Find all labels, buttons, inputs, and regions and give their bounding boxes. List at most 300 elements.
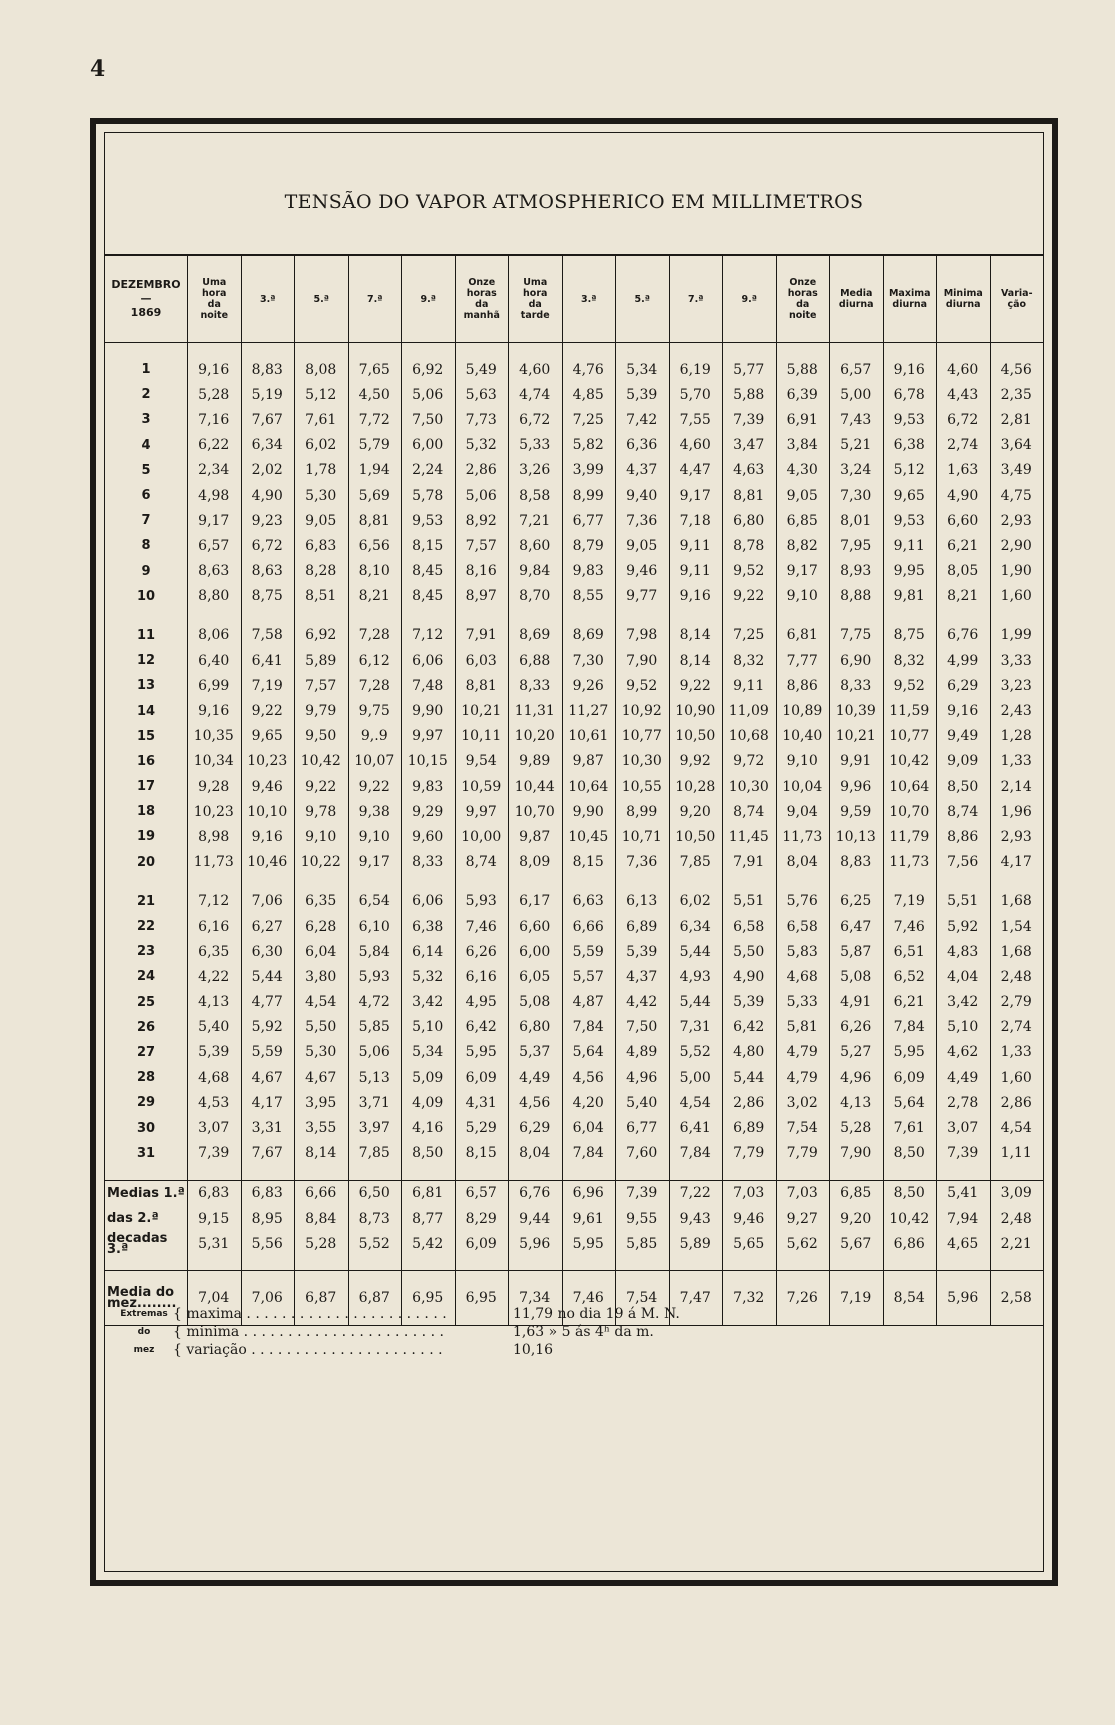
row-label: 24 (136, 969, 156, 985)
table-cell: 10,13 (835, 828, 876, 845)
table-cell: 9,05 (305, 512, 337, 529)
table-cell: 4,90 (947, 487, 979, 504)
table-cell: 6,12 (358, 652, 390, 669)
header-month: DEZEMBRO — 1869 (111, 278, 181, 319)
table-cell: 9,40 (626, 487, 658, 504)
table-cell: 6,76 (947, 627, 979, 644)
table-cell: 7,25 (733, 627, 765, 644)
table-cell: 10,89 (782, 703, 823, 720)
table-cell: 6,76 (519, 1185, 551, 1202)
table-cell: 5,93 (358, 968, 390, 985)
table-cell: 8,73 (358, 1210, 390, 1227)
table-cell: 8,50 (412, 1145, 444, 1162)
table-cell: 4,63 (733, 462, 765, 479)
table-cell: 8,04 (786, 854, 818, 871)
table-cell: 4,60 (519, 361, 551, 378)
table-cell: 5,39 (626, 943, 658, 960)
table-cell: 3,33 (1000, 652, 1032, 669)
table-cell: 10,64 (889, 778, 930, 795)
table-cell: 5,95 (572, 1235, 604, 1252)
table-cell: 6,89 (626, 918, 658, 935)
table-row (105, 623, 1043, 648)
row-label: 2 (141, 387, 151, 403)
table-cell: 9,22 (733, 588, 765, 605)
decade-label: Medias 1.ª (107, 1185, 185, 1201)
table-cell: 4,50 (358, 386, 390, 403)
table-cell: 2,02 (251, 462, 283, 479)
table-row (105, 1115, 1043, 1140)
table-cell: 6,35 (198, 943, 230, 960)
extreme-key: { maxima . . . . . . . . . . . . . . . . . . . . . . . (173, 1306, 447, 1322)
table-cell: 8,69 (572, 627, 604, 644)
table-cell: 5,92 (947, 918, 979, 935)
table-cell: 5,84 (358, 943, 390, 960)
table-cell: 9,22 (679, 677, 711, 694)
table-cell: 7,43 (840, 411, 872, 428)
table-cell: 7,36 (626, 512, 658, 529)
table-cell: 9,46 (251, 778, 283, 795)
table-cell: 4,60 (947, 361, 979, 378)
table-cell: 4,54 (305, 994, 337, 1011)
table-cell: 10,50 (675, 828, 716, 845)
table-cell: 4,93 (679, 968, 711, 985)
table-cell: 8,95 (251, 1210, 283, 1227)
table-cell: 9,11 (893, 537, 925, 554)
table-cell: 8,45 (412, 588, 444, 605)
table-cell: 7,12 (198, 893, 230, 910)
spacer (105, 875, 1043, 889)
table-cell: 7,16 (198, 411, 230, 428)
table-cell: 10,68 (728, 728, 769, 745)
table-cell: 5,88 (733, 386, 765, 403)
table-cell: 9,22 (251, 703, 283, 720)
table-cell: 7,77 (786, 652, 818, 669)
table-cell: 5,06 (465, 487, 497, 504)
extremes-label: do (137, 1327, 151, 1337)
table-cell: 4,60 (679, 437, 711, 454)
table-cell: 5,49 (465, 361, 497, 378)
table-cell: 5,30 (305, 1044, 337, 1061)
table-cell: 9,77 (626, 588, 658, 605)
table-cell: 1,60 (1000, 1069, 1032, 1086)
table-cell: 9,79 (305, 703, 337, 720)
table-cell: 8,80 (198, 588, 230, 605)
table-cell: 8,33 (840, 677, 872, 694)
table-cell: 7,91 (733, 854, 765, 871)
table-row (105, 889, 1043, 914)
table-cell: 8,75 (893, 627, 925, 644)
table-row (105, 483, 1043, 508)
table-cell: 7,47 (679, 1289, 711, 1306)
table-cell: 5,33 (786, 994, 818, 1011)
table-cell: 7,18 (679, 512, 711, 529)
table-cell: 8,63 (198, 563, 230, 580)
extremes-label: mez (133, 1345, 155, 1355)
table-cell: 8,32 (893, 652, 925, 669)
table-cell: 7,48 (412, 677, 444, 694)
table-cell: 4,75 (1000, 487, 1032, 504)
row-label: 21 (136, 893, 156, 909)
table-cell: 5,44 (733, 1069, 765, 1086)
table-cell: 3,47 (733, 437, 765, 454)
table-cell: 2,14 (1000, 778, 1032, 795)
table-cell: 5,39 (626, 386, 658, 403)
table-cell: 4,37 (626, 462, 658, 479)
table-cell: 3,31 (251, 1120, 283, 1137)
table-cell: 10,20 (514, 728, 555, 745)
table-cell: 5,51 (733, 893, 765, 910)
decade-row (105, 1181, 1043, 1206)
table-cell: 7,12 (412, 627, 444, 644)
table-cell: 7,21 (519, 512, 551, 529)
table-cell: 7,73 (465, 411, 497, 428)
row-label: 9 (141, 563, 151, 579)
header-cell: 3.ª (241, 256, 295, 342)
table-cell: 4,56 (519, 1094, 551, 1111)
table-cell: 5,93 (465, 893, 497, 910)
spacer (105, 1166, 1043, 1180)
table-cell: 8,78 (733, 537, 765, 554)
table-cell: 10,28 (675, 778, 716, 795)
table-cell: 6,86 (893, 1235, 925, 1252)
table-cell: 9,05 (626, 537, 658, 554)
table-cell: 8,15 (465, 1145, 497, 1162)
table-cell: 10,00 (461, 828, 502, 845)
table-cell: 7,28 (358, 677, 390, 694)
table-cell: 3,02 (786, 1094, 818, 1111)
table-cell: 6,00 (519, 943, 551, 960)
table-cell: 2,78 (947, 1094, 979, 1111)
row-label: 26 (136, 1019, 156, 1035)
table-cell: 8,97 (465, 588, 497, 605)
table-cell: 3,97 (358, 1120, 390, 1137)
table-cell: 5,89 (679, 1235, 711, 1252)
table-cell: 6,17 (519, 893, 551, 910)
table-cell: 10,04 (782, 778, 823, 795)
table-cell: 6,91 (786, 411, 818, 428)
table-cell: 3,24 (840, 462, 872, 479)
table-cell: 7,06 (251, 1289, 283, 1306)
table-cell: 9,81 (893, 588, 925, 605)
table-cell: 5,08 (519, 994, 551, 1011)
table-cell: 5,32 (412, 968, 444, 985)
table-cell: 6,95 (465, 1289, 497, 1306)
row-label: 20 (136, 854, 156, 870)
table-cell: 1,99 (1000, 627, 1032, 644)
table-cell: 7,30 (572, 652, 604, 669)
table-cell: 6,30 (251, 943, 283, 960)
table-cell: 2,90 (1000, 537, 1032, 554)
table-cell: 10,44 (514, 778, 555, 795)
table-cell: 7,46 (572, 1289, 604, 1306)
table-cell: 7,31 (679, 1019, 711, 1036)
table-cell: 7,90 (840, 1145, 872, 1162)
table-cell: 5,79 (358, 437, 390, 454)
table-cell: 11,79 (889, 828, 930, 845)
page-number: 4 (90, 56, 106, 82)
table-cell: 5,96 (519, 1235, 551, 1252)
table-cell: 6,41 (251, 652, 283, 669)
table-cell: 9,89 (519, 753, 551, 770)
table-cell: 10,77 (621, 728, 662, 745)
table-cell: 5,59 (251, 1044, 283, 1061)
table-cell: 6,16 (198, 918, 230, 935)
table-cell: 9,09 (947, 753, 979, 770)
table-row (105, 433, 1043, 458)
table-row (105, 824, 1043, 849)
table-cell: 5,69 (358, 487, 390, 504)
table-cell: 6,34 (679, 918, 711, 935)
table-cell: 6,87 (305, 1289, 337, 1306)
table-cell: 11,09 (728, 703, 769, 720)
table-cell: 6,78 (893, 386, 925, 403)
table-header (105, 256, 1043, 343)
table-cell: 2,79 (1000, 994, 1032, 1011)
table-cell: 5,39 (733, 994, 765, 1011)
extreme-value: 10,16 (513, 1342, 554, 1358)
table-cell: 1,90 (1000, 563, 1032, 580)
table-cell: 4,87 (572, 994, 604, 1011)
table-cell: 4,53 (198, 1094, 230, 1111)
table-cell: 9,26 (572, 677, 604, 694)
table-cell: 9,17 (198, 512, 230, 529)
table-cell: 6,29 (947, 677, 979, 694)
table-cell: 5,42 (412, 1235, 444, 1252)
table-cell: 7,90 (626, 652, 658, 669)
table-cell: 5,10 (947, 1019, 979, 1036)
table-cell: 5,39 (198, 1044, 230, 1061)
table-cell: 6,56 (358, 537, 390, 554)
table-cell: 4,95 (465, 994, 497, 1011)
table-cell: 4,54 (1000, 1120, 1032, 1137)
table-cell: 6,58 (733, 918, 765, 935)
table-cell: 5,12 (893, 462, 925, 479)
table-cell: 9,83 (572, 563, 604, 580)
table-cell: 7,36 (626, 854, 658, 871)
header-cell: Maxima diurna (883, 256, 937, 342)
table-cell: 5,27 (840, 1044, 872, 1061)
table-cell: 9,16 (679, 588, 711, 605)
table-cell: 6,57 (840, 361, 872, 378)
table-cell: 8,74 (947, 803, 979, 820)
page-title: TENSÃO DO VAPOR ATMOSPHERICO EM MILLIMETROS (284, 191, 864, 213)
table-cell: 7,79 (733, 1145, 765, 1162)
table-cell: 8,98 (198, 828, 230, 845)
table-cell: 8,99 (572, 487, 604, 504)
table-cell: 7,61 (305, 411, 337, 428)
table-cell: 8,21 (358, 588, 390, 605)
table-cell: 8,81 (358, 512, 390, 529)
table-cell: 6,21 (947, 537, 979, 554)
table-cell: 2,93 (1000, 512, 1032, 529)
table-cell: 8,99 (626, 803, 658, 820)
table-cell: 10,59 (461, 778, 502, 795)
table-cell: 6,19 (679, 361, 711, 378)
table-cell: 6,57 (198, 537, 230, 554)
table-cell: 4,76 (572, 361, 604, 378)
table-cell: 5,88 (786, 361, 818, 378)
table-cell: 6,54 (358, 893, 390, 910)
table-cell: 5,51 (947, 893, 979, 910)
table-cell: 4,17 (1000, 854, 1032, 871)
table-cell: 3,26 (519, 462, 551, 479)
table-cell: 1,28 (1000, 728, 1032, 745)
extreme-row (115, 1305, 733, 1323)
table-cell: 8,21 (947, 588, 979, 605)
table-cell: 6,02 (305, 437, 337, 454)
table-cell: 10,42 (889, 1210, 930, 1227)
table-cell: 4,96 (840, 1069, 872, 1086)
table-cell: 6,09 (465, 1235, 497, 1252)
table-cell: 3,07 (947, 1120, 979, 1137)
table-cell: 6,39 (786, 386, 818, 403)
table-cell: 8,15 (412, 537, 444, 554)
row-label: 1 (141, 362, 151, 378)
table-cell: 9,.9 (360, 728, 388, 745)
table-cell: 8,10 (358, 563, 390, 580)
table-cell: 6,38 (893, 437, 925, 454)
table-cell: 6,77 (572, 512, 604, 529)
table-cell: 9,55 (626, 1210, 658, 1227)
table-cell: 9,97 (412, 728, 444, 745)
table-cell: 8,70 (519, 588, 551, 605)
table-cell: 10,30 (621, 753, 662, 770)
table-cell: 8,69 (519, 627, 551, 644)
table-cell: 6,04 (572, 1120, 604, 1137)
table-cell: 8,81 (733, 487, 765, 504)
table-cell: 5,44 (251, 968, 283, 985)
table-cell: 1,68 (1000, 943, 1032, 960)
table-cell: 9,49 (947, 728, 979, 745)
table-cell: 6,85 (786, 512, 818, 529)
table-cell: 1,63 (947, 462, 979, 479)
table-cell: 9,53 (893, 512, 925, 529)
table-cell: 6,38 (412, 918, 444, 935)
table-cell: 9,52 (626, 677, 658, 694)
table-cell: 10,23 (247, 753, 288, 770)
table-cell: 3,64 (1000, 437, 1032, 454)
table-cell: 6,81 (412, 1185, 444, 1202)
table-cell: 7,84 (572, 1019, 604, 1036)
table-cell: 11,31 (514, 703, 555, 720)
table-cell: 5,31 (198, 1235, 230, 1252)
table-cell: 6,80 (733, 512, 765, 529)
table-cell: 7,25 (572, 411, 604, 428)
table-cell: 9,43 (679, 1210, 711, 1227)
table-cell: 6,16 (465, 968, 497, 985)
row-label: 22 (136, 919, 156, 935)
table-cell: 5,87 (840, 943, 872, 960)
row-label: 5 (141, 462, 151, 478)
table-cell: 4,79 (786, 1069, 818, 1086)
table-cell: 9,96 (840, 778, 872, 795)
table-cell: 5,96 (947, 1289, 979, 1306)
table-cell: 9,16 (947, 703, 979, 720)
table-cell: 6,72 (947, 411, 979, 428)
row-label: 23 (136, 944, 156, 960)
table-cell: 5,59 (572, 943, 604, 960)
table-cell: 6,90 (840, 652, 872, 669)
table-cell: 6,57 (465, 1185, 497, 1202)
table-cell: 10,07 (354, 753, 395, 770)
table-cell: 7,50 (412, 411, 444, 428)
table-cell: 9,65 (893, 487, 925, 504)
table-cell: 6,13 (626, 893, 658, 910)
row-label: 14 (136, 703, 156, 719)
table-cell: 9,22 (358, 778, 390, 795)
table-cell: 8,01 (840, 512, 872, 529)
table-cell: 4,49 (947, 1069, 979, 1086)
header-cell: 9.ª (722, 256, 776, 342)
table-cell: 7,22 (679, 1185, 711, 1202)
table-row (105, 799, 1043, 824)
table-cell: 5,12 (305, 386, 337, 403)
table-cell: 8,77 (412, 1210, 444, 1227)
table-row (105, 458, 1043, 483)
table-cell: 5,64 (893, 1094, 925, 1111)
table-cell: 8,05 (947, 563, 979, 580)
table-cell: 6,26 (840, 1019, 872, 1036)
table-cell: 9,90 (572, 803, 604, 820)
table-cell: 5,64 (572, 1044, 604, 1061)
table-cell: 9,53 (412, 512, 444, 529)
table-cell: 6,80 (519, 1019, 551, 1036)
table-cell: 4,68 (198, 1069, 230, 1086)
table-cell: 6,85 (840, 1185, 872, 1202)
table-cell: 5,29 (465, 1120, 497, 1137)
table-body (105, 343, 1043, 1326)
extreme-row (115, 1341, 733, 1359)
table-cell: 4,96 (626, 1069, 658, 1086)
header-cell: 3.ª (562, 256, 616, 342)
table-cell: 7,55 (679, 411, 711, 428)
table-cell: 11,45 (728, 828, 769, 845)
table-cell: 7,19 (251, 677, 283, 694)
row-label: 18 (136, 804, 156, 820)
table-cell: 6,87 (358, 1289, 390, 1306)
table-row (105, 1040, 1043, 1065)
table-cell: 8,50 (893, 1185, 925, 1202)
header-cell: Uma hora da noite (187, 256, 241, 342)
table-cell: 9,65 (251, 728, 283, 745)
table-cell: 5,83 (786, 943, 818, 960)
extreme-value: 11,79 no dia 19 á M. N. (513, 1306, 680, 1322)
table-cell: 10,71 (621, 828, 662, 845)
decade-row (105, 1206, 1043, 1231)
row-label: 27 (136, 1044, 156, 1060)
table-cell: 7,67 (251, 411, 283, 428)
table-row (105, 774, 1043, 799)
table-cell: 6,41 (679, 1120, 711, 1137)
table-cell: 10,40 (782, 728, 823, 745)
table-cell: 11,73 (782, 828, 823, 845)
table-cell: 3,84 (786, 437, 818, 454)
table-cell: 6,25 (840, 893, 872, 910)
table-cell: 7,84 (572, 1145, 604, 1162)
table-cell: 3,23 (1000, 677, 1032, 694)
table-cell: 4,04 (947, 968, 979, 985)
table-cell: 6,77 (626, 1120, 658, 1137)
table-cell: 5,52 (358, 1235, 390, 1252)
table-cell: 4,65 (947, 1235, 979, 1252)
table-cell: 8,93 (840, 563, 872, 580)
table-cell: 4,90 (733, 968, 765, 985)
table-row (105, 382, 1043, 407)
header-cell: Minima diurna (936, 256, 990, 342)
table-cell: 5,28 (305, 1235, 337, 1252)
table-cell: 9,61 (572, 1210, 604, 1227)
table-cell: 8,63 (251, 563, 283, 580)
